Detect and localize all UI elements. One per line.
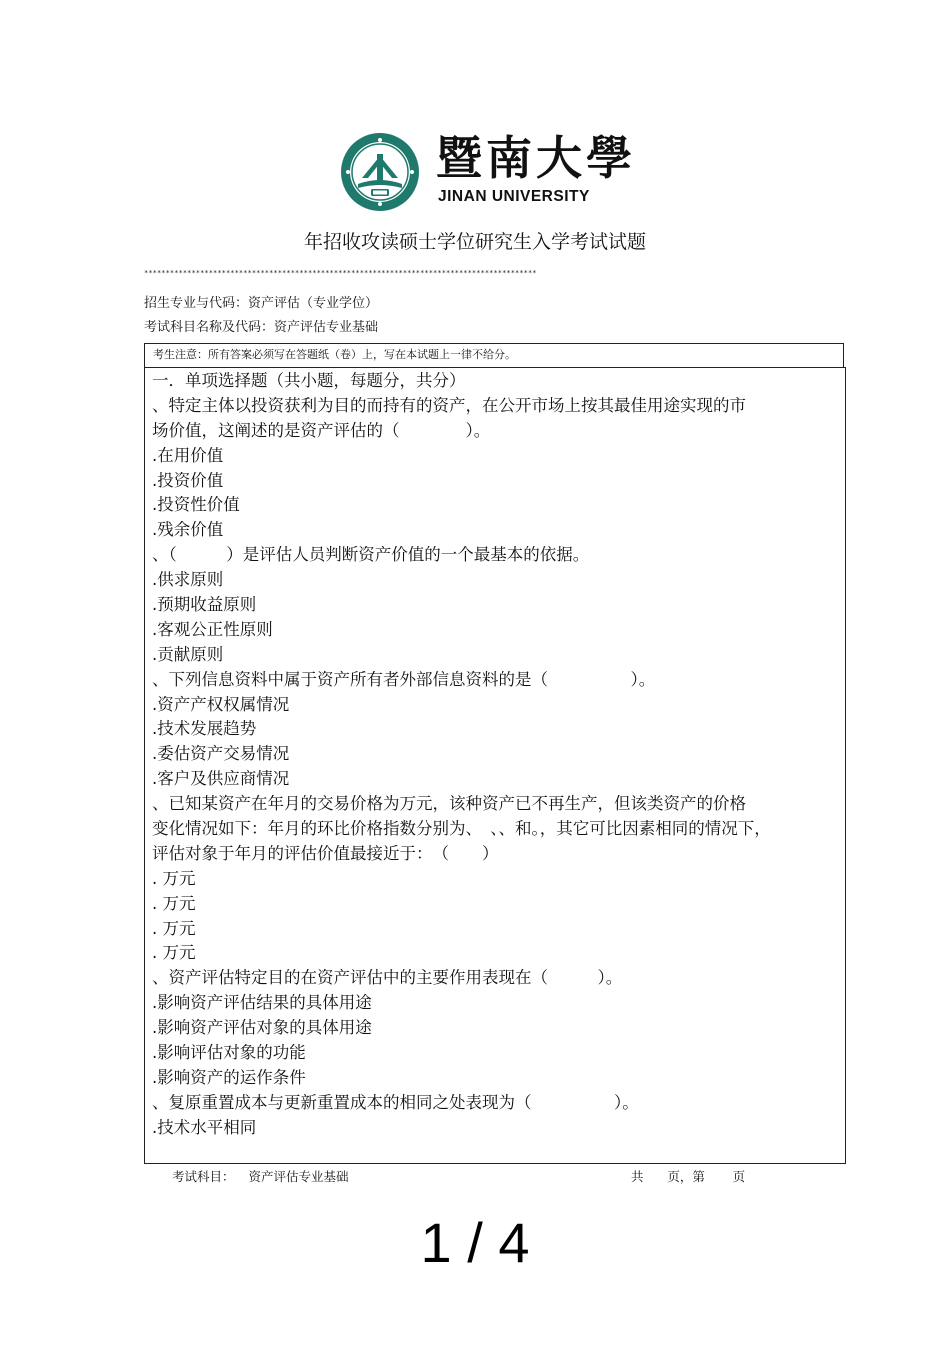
option-line: .供求原则 xyxy=(152,570,224,590)
question-line: 、特定主体以投资获利为目的而持有的资产，在公开市场上按其最佳用途实现的市 xyxy=(152,395,746,415)
question-line: 、（ ）是评估人员判断资产价值的一个最基本的依据。 xyxy=(152,545,590,565)
university-logo xyxy=(340,128,636,210)
option-line: .贡献原则 xyxy=(152,644,224,664)
question-line: 、复原重置成本与更新重置成本的相同之处表现为（ ）。 xyxy=(152,1092,639,1112)
logo-chinese-name: 暨南大學 xyxy=(436,131,636,185)
option-line: .投资性价值 xyxy=(152,495,240,515)
footer-subject xyxy=(172,1168,349,1186)
exam-title: 年招收攻读硕士学位研究生入学考试试题 xyxy=(303,231,646,253)
option-line: .影响资产评估对象的具体用途 xyxy=(152,1018,372,1038)
question-box xyxy=(144,367,846,1164)
option-line: .预期收益原则 xyxy=(152,595,257,615)
major-info: 招生专业与代码：资产评估（专业学位） xyxy=(144,296,379,311)
page-number: 1 / 4 xyxy=(420,1211,530,1274)
footer-subject-prefix: 考试科目： xyxy=(172,1169,235,1184)
university-seal-icon xyxy=(340,132,420,212)
option-line: .残余价值 xyxy=(152,520,224,540)
option-line: .技术发展趋势 xyxy=(152,719,257,739)
question-line: 变化情况如下：年月的环比价格指数分别为、 、、和。，其它可比因素相同的情况下， xyxy=(152,819,771,839)
footer-page-count: 共 页，第 页 xyxy=(631,1169,746,1184)
subject-info: 考试科目名称及代码：资产评估专业基础 xyxy=(144,320,379,335)
option-line: .影响资产评估结果的具体用途 xyxy=(152,993,372,1013)
footer-subject-name: 资产评估专业基础 xyxy=(248,1169,349,1184)
option-line: .投资价值 xyxy=(152,470,224,490)
option-line: .影响评估对象的功能 xyxy=(152,1043,306,1063)
option-line: . 万元 xyxy=(152,918,196,938)
option-line: .委估资产交易情况 xyxy=(152,744,290,764)
option-line: .客观公正性原则 xyxy=(152,619,273,639)
question-line: 场价值，这阐述的是资产评估的（ ）。 xyxy=(152,420,491,440)
option-line: .在用价值 xyxy=(152,445,224,465)
option-line: .客户及供应商情况 xyxy=(152,769,290,789)
separator-line: ******************************************************************************************* xyxy=(144,269,537,277)
option-line: .技术水平相同 xyxy=(152,1117,257,1137)
option-line: .影响资产的运作条件 xyxy=(152,1067,306,1087)
option-line: . 万元 xyxy=(152,943,196,963)
question-line: 、下列信息资料中属于资产所有者外部信息资料的是（ ）。 xyxy=(152,669,656,689)
question-lines xyxy=(152,369,832,1141)
notice-text: 考生注意：所有答案必须写在答题纸（卷）上，写在本试题上一律不给分。 xyxy=(153,348,516,361)
question-line: 、已知某资产在年月的交易价格为万元，该种资产已不再生产，但该类资产的价格 xyxy=(152,794,746,814)
option-line: . 万元 xyxy=(152,868,196,888)
notice-box xyxy=(144,343,844,368)
question-line: 、资产评估特定目的在资产评估中的主要作用表现在（ ）。 xyxy=(152,968,623,988)
option-line: .资产产权权属情况 xyxy=(152,694,290,714)
section-heading: 一．单项选择题（共小题，每题分，共分） xyxy=(152,371,466,390)
logo-english-name: JINAN UNIVERSITY xyxy=(438,188,590,205)
question-line: 评估对象于年月的评估价值最接近于： （ ） xyxy=(152,843,499,863)
option-line: . 万元 xyxy=(152,893,196,913)
